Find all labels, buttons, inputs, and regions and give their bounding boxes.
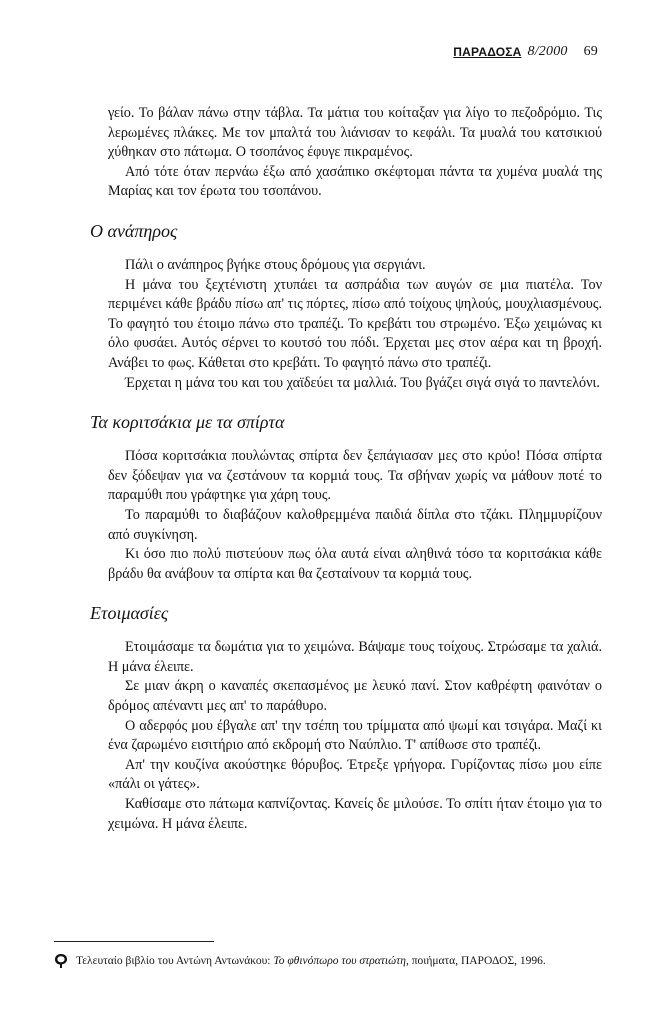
paragraph: Από τότε όταν περνάω έξω από χασάπικο σκέφτομαι πάντα τα χυμένα μυαλά της Μαρίας και τον έρωτα του τσοπάνου.	[108, 163, 602, 200]
page-number: 69	[583, 44, 598, 59]
paragraph: Καθίσαμε στο πάτωμα καπνίζοντας. Κανείς δε μιλούσε. Το σπίτι ήταν έτοιμο για το χειμώνα. Η μάνα έλειπε.	[108, 796, 602, 832]
paragraph: Ετοιμάσαμε τα δωμάτια για το χειμώνα. Βάψαμε τους τοίχους. Στρώσαμε τα χαλιά. Η μάνα έλειπε.	[108, 639, 602, 675]
main-text	[90, 104, 602, 834]
paragraph: Ο αδερφός μου έβγαλε απ' την τσέπη του τρίμματα από ψωμί και τσιγάρα. Μαζί κι ένα ζαρωμένο εισιτήριο από εκδρομή στο Ναύπλιο. Τ' απίθωσε στο τραπέζι.	[108, 717, 602, 754]
paragraph: Πάλι ο ανάπηρος βγήκε στους δρόμους για σεργιάνι.	[125, 256, 426, 273]
paragraph: Το παραμύθι το διαβάζουν καλοθρεμμένα παιδιά δίπλα στο τζάκι. Πλημμυρίζουν από συγκίνηση.	[108, 506, 602, 543]
page-header	[453, 44, 598, 60]
journal-logo: ΠΑΡΑΔΟΣΑ	[453, 45, 522, 59]
paragraph: Η μάνα του ξεχτένιστη χτυπάει τα ασπράδια των αυγών σε μια πιατέλα. Τον περιμένει κάθε βράδυ πίσω απ' τις πόρτες, πίσω από τοίχους ψηλούς, μουχλιασμένους. Το φαγητό του έτοιμο πάνω στο τραπέζι. Το κρεβάτι του στρωμένο. Έξω χειμώνας κι όλο φυσάει. Αυτός σέρνει το κουτσό του πόδι. Έρχεται μες στον αέρα και τη βροχή. Ανάβει το φως. Κάθεται στο κρεβάτι. Το φαγητό πάνω στο τραπέζι.	[108, 276, 602, 371]
paragraph: Πόσα κοριτσάκια πουλώντας σπίρτα δεν ξεπάγιασαν μες στο κρύο! Πόσα σπίρτα δεν ξόδεψαν για να ζεστάνουν τα κορμιά τους. Τα σβήναν χωρίς να μάθουν ποτέ το παραμύθι που γράφτηκε για χάρη τους.	[108, 448, 602, 504]
section-title: Ετοιμασίες	[90, 603, 169, 624]
footnote-suffix: , ποιήματα, ΠΑΡΟΔΟΣ, 1996.	[405, 955, 546, 967]
paragraph: Απ' την κουζίνα ακούστηκε θόρυβος. Έτρεξε γρήγορα. Γυρίζοντας πίσω μου είπε «πάλι οι γάτες».	[108, 756, 602, 793]
publisher-mark-icon	[54, 953, 68, 969]
issue-number: 8/2000	[527, 44, 568, 59]
paragraph: γείο. Το βάλαν πάνω στην τάβλα. Τα μάτια του κοίταξαν για λίγο το πεζοδρόμιο. Τις λερωμένες πλάκες. Με τον μπαλτά του λιάνισαν το κεφάλι. Τα μυαλά του κατσικιού χύθηκαν στο πάτωμα. Ο τσοπάνος έφυγε πικραμένος.	[108, 105, 602, 161]
section-title: Τα κοριτσάκια με τα σπίρτα	[90, 412, 285, 433]
paragraph: Σε μιαν άκρη ο καναπές σκεπασμένος με λευκό πανί. Στον καθρέφτη φαινόταν ο δρόμος απέναντι μες απ' το παράθυρο.	[108, 678, 602, 715]
footnote-book-title: Το φθινόπωρο του στρατιώτη	[273, 955, 406, 967]
footnote	[54, 953, 614, 969]
footnote-divider	[54, 941, 214, 942]
paragraph: Κι όσο πιο πολύ πιστεύουν πως όλα αυτά είναι αληθινά τόσο τα κοριτσάκια κάθε βράδυ θα ανάβουν τα σπίρτα και θα ζεσταίνουν τα κορμιά τους.	[108, 546, 602, 582]
footnote-prefix: Τελευταίο βιβλίο του Αντώνη Αντωνάκου:	[76, 955, 271, 967]
paragraph: Έρχεται η μάνα του και του χαϊδεύει τα μαλλιά. Του βγάζει σιγά σιγά το παντελόνι.	[125, 374, 600, 391]
footnote-text	[76, 953, 546, 969]
section-title: Ο ανάπηρος	[90, 220, 178, 241]
